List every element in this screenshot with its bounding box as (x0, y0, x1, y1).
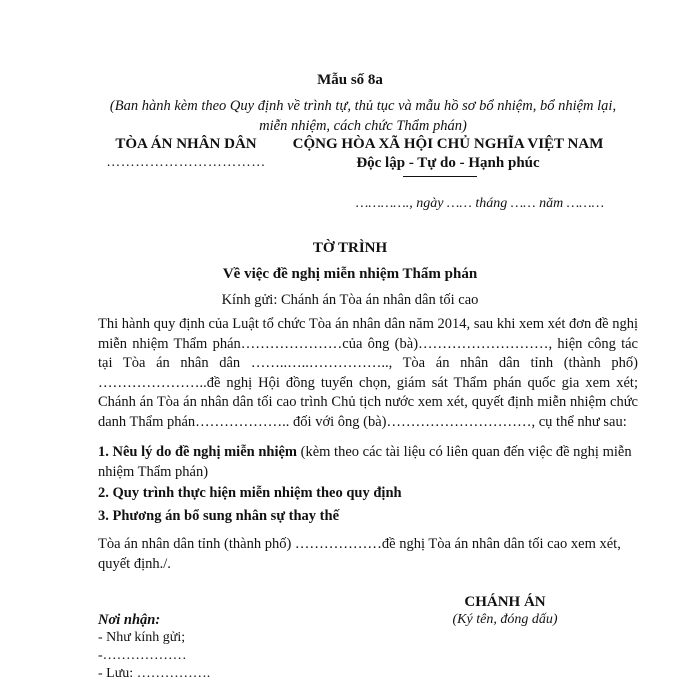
section-1-heading: 1. Nêu lý do đề nghị miễn nhiệm (98, 444, 297, 460)
closing-paragraph: Tòa án nhân dân tỉnh (thành phố) ………………đề nghị Tòa án nhân dân tối cao xem xét, quyết định./. (98, 536, 621, 572)
section-2-heading: 2. Quy trình thực hiện miễn nhiệm theo quy định (98, 485, 402, 501)
recipient-item: - Như kính gửi; (98, 630, 186, 645)
signature-note: (Ký tên, đóng dấu) (452, 612, 558, 627)
date-line: …………., ngày …… tháng …… năm ……… (355, 196, 605, 211)
section-3-heading: 3. Phương án bổ sung nhân sự thay thế (98, 508, 339, 524)
nation-header: CỘNG HÒA XÃ HỘI CHỦ NGHĨA VIỆT NAM (292, 136, 604, 152)
document-title: TỜ TRÌNH (312, 240, 388, 256)
section-1-note: (kèm theo các tài liệu có liên quan đến việc đề nghị miễn nhiệm Thẩm phán) (98, 444, 632, 480)
issued-note: (Ban hành kèm theo Quy định về trình tự, thủ tục và mẫu hồ sơ bổ nhiệm, bổ nhiệm lại, miễn nhiệm, cách chức Thẩm phán) (109, 98, 617, 134)
court-name: TÒA ÁN NHÂN DÂN (115, 136, 257, 152)
document-subject: Về việc đề nghị miễn nhiệm Thẩm phán (222, 266, 478, 282)
body-paragraph: Thi hành quy định của Luật tổ chức Tòa án nhân dân năm 2014, sau khi xem xét đơn đề nghị miễn nhiệm Thẩm phán…………………của ông (bà)………………………, hiện công tác tại Tòa án nhân dân ……..…..…………….., Tòa án nhân dân tỉnh (thành phố) …………………..đề nghị Hội đồng tuyển chọn, giám sát Thẩm phán quốc gia xem xét; Chánh án Tòa án nhân dân tối cao trình Chủ tịch nước xem xét, quyết định miễn nhiệm chức danh Thẩm phán……………….. đối với ông (bà)…………………………, cụ thể như sau: (98, 316, 638, 430)
addressee: Kính gửi: Chánh án Tòa án nhân dân tối cao (221, 292, 479, 308)
motto: Độc lập - Tự do - Hạnh phúc (356, 155, 540, 171)
recipients-title: Nơi nhận: (98, 612, 161, 628)
court-placeholder: …………………………… (106, 155, 266, 170)
recipient-item: -……………… (98, 648, 187, 663)
recipient-item: - Lưu: ……………. (98, 666, 211, 681)
motto-underline (403, 176, 477, 177)
form-number: Mẫu số 8a (317, 72, 383, 88)
signer-title: CHÁNH ÁN (464, 594, 546, 610)
section-1 (98, 443, 638, 482)
